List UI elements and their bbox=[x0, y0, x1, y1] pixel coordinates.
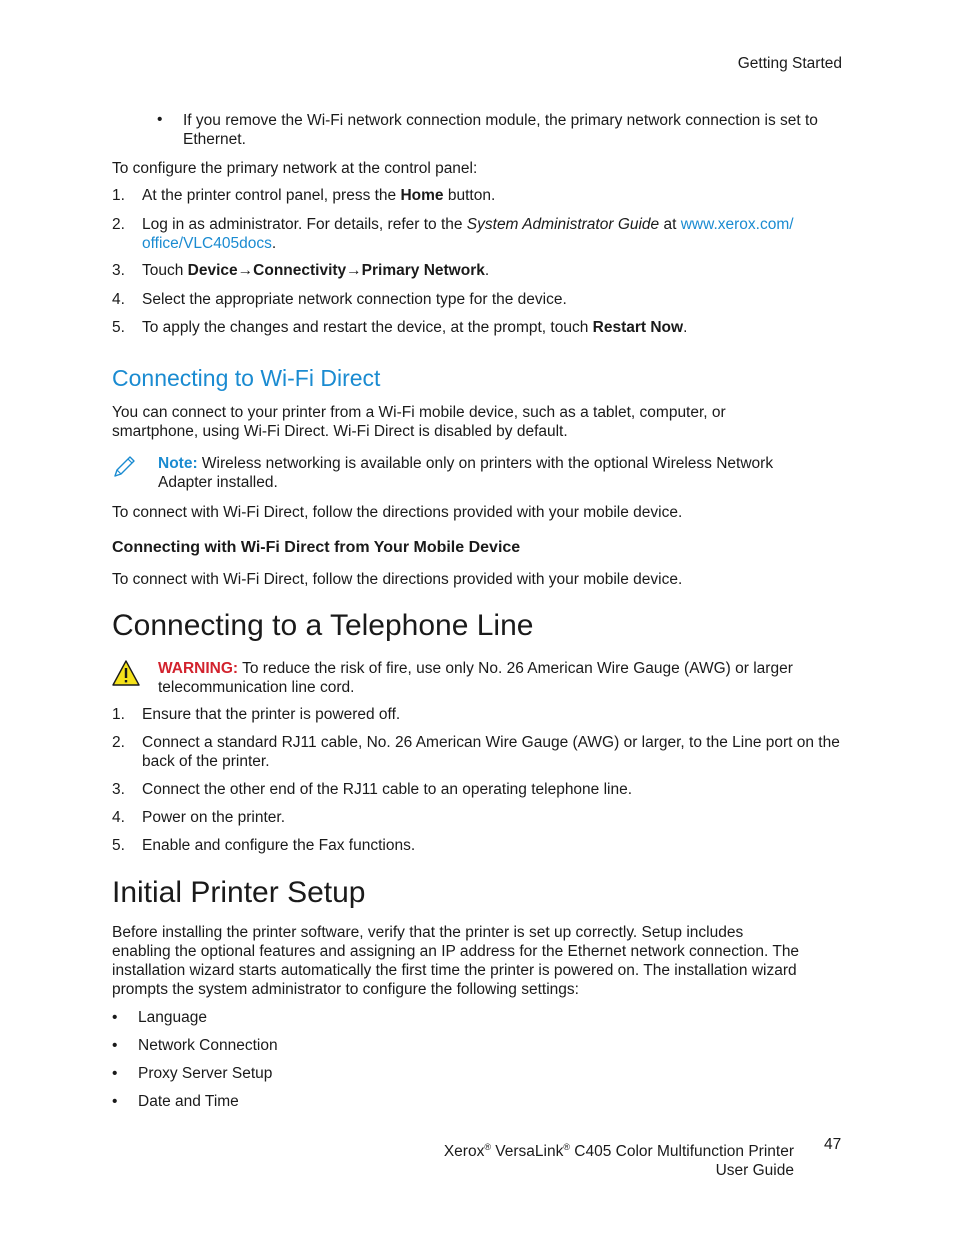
telephone-heading: Connecting to a Telephone Line bbox=[112, 609, 534, 642]
step-number: 5. bbox=[112, 319, 125, 336]
docs-link-part2[interactable]: office/VLC405docs bbox=[142, 234, 272, 252]
step-number: 5. bbox=[112, 837, 125, 854]
step-text: button. bbox=[443, 187, 496, 204]
guide-title: System Administrator Guide bbox=[466, 216, 660, 233]
bullet-dot: • bbox=[112, 1065, 118, 1082]
list-item-label: Date and Time bbox=[138, 1093, 239, 1110]
pencil-icon bbox=[112, 454, 136, 485]
intro-bullet bbox=[157, 111, 847, 149]
step-number: 3. bbox=[112, 262, 125, 279]
config-step-5 bbox=[112, 319, 847, 338]
config-step-2 bbox=[112, 216, 847, 253]
footer-text: VersaLink bbox=[490, 1143, 564, 1161]
telephone-step bbox=[112, 706, 847, 725]
list-item bbox=[112, 1037, 278, 1055]
arrow-icon: → bbox=[237, 262, 254, 279]
warning-triangle-icon bbox=[112, 659, 140, 692]
configure-intro: To configure the primary network at the control panel: bbox=[112, 160, 478, 177]
intro-bullet-text: If you remove the Wi-Fi network connection module, the primary network connection is set to Ethernet. bbox=[183, 112, 818, 148]
telephone-step bbox=[112, 837, 847, 856]
para-line: Before installing the printer software, verify that the printer is set up correctly. Setup includes bbox=[112, 924, 744, 941]
bullet-dot: • bbox=[112, 1093, 118, 1110]
para-line: smartphone, using Wi-Fi Direct. Wi-Fi Direct is disabled by default. bbox=[112, 423, 568, 440]
config-step-3 bbox=[112, 262, 847, 281]
page-number: 47 bbox=[824, 1136, 842, 1153]
setup-heading: Initial Printer Setup bbox=[112, 876, 366, 909]
wifi-direct-heading: Connecting to Wi-Fi Direct bbox=[112, 365, 381, 391]
primary-network-label: Primary Network bbox=[361, 262, 485, 279]
warning-text: telecommunication line cord. bbox=[158, 679, 355, 696]
list-item bbox=[112, 1009, 207, 1027]
step-text: Connect the other end of the RJ11 cable to an operating telephone line. bbox=[142, 781, 633, 798]
footer-text: User Guide bbox=[715, 1162, 794, 1180]
list-item bbox=[112, 1093, 239, 1111]
note-label: Note: bbox=[158, 455, 198, 472]
step-number: 1. bbox=[112, 187, 125, 204]
para-line: enabling the optional features and assigning an IP address for the Ethernet network connection. The bbox=[112, 943, 800, 960]
warning-label: WARNING: bbox=[158, 660, 239, 677]
list-item-label: Proxy Server Setup bbox=[138, 1065, 273, 1082]
wifi-direct-para1 bbox=[112, 403, 847, 441]
telephone-step bbox=[112, 781, 847, 800]
step-text: At the printer control panel, press the bbox=[142, 187, 401, 204]
arrow-icon: → bbox=[346, 262, 362, 279]
note-text: Adapter installed. bbox=[158, 474, 278, 491]
step-text: . bbox=[271, 234, 277, 252]
config-step-4 bbox=[112, 291, 847, 310]
bullet-dot: • bbox=[112, 1037, 118, 1054]
warning-text: To reduce the risk of fire, use only No. 26 American Wire Gauge (AWG) or larger bbox=[238, 660, 793, 677]
wifi-direct-para3: To connect with Wi-Fi Direct, follow the directions provided with your mobile device. bbox=[112, 571, 683, 588]
note-callout bbox=[112, 454, 847, 492]
registered-mark: ® bbox=[563, 1142, 570, 1152]
step-number: 4. bbox=[112, 809, 125, 826]
step-number: 2. bbox=[112, 216, 125, 233]
footer-text: Xerox bbox=[443, 1143, 485, 1161]
step-text: To apply the changes and restart the device, at the prompt, touch bbox=[142, 319, 593, 336]
para-line: You can connect to your printer from a Wi-Fi mobile device, such as a tablet, computer, or bbox=[112, 404, 726, 421]
wifi-direct-para2: To connect with Wi-Fi Direct, follow the directions provided with your mobile device. bbox=[112, 504, 683, 521]
list-item bbox=[112, 1065, 272, 1083]
warning-callout bbox=[112, 659, 847, 697]
bullet-dot: • bbox=[157, 111, 163, 128]
wifi-direct-subheading: Connecting with Wi-Fi Direct from Your Mobile Device bbox=[112, 539, 521, 556]
step-text: Touch bbox=[142, 262, 188, 279]
bullet-dot: • bbox=[112, 1009, 118, 1026]
step-text: Log in as administrator. For details, refer to the bbox=[142, 216, 467, 233]
step-text: . bbox=[683, 319, 688, 336]
step-text: Select the appropriate network connection type for the device. bbox=[142, 291, 567, 308]
setup-para bbox=[112, 923, 847, 999]
step-text: Power on the printer. bbox=[142, 809, 286, 826]
connectivity-label: Connectivity bbox=[253, 262, 347, 279]
step-number: 3. bbox=[112, 781, 125, 798]
step-number: 1. bbox=[112, 706, 125, 723]
config-step-1 bbox=[112, 187, 847, 206]
device-label: Device bbox=[187, 262, 238, 279]
step-text: Enable and configure the Fax functions. bbox=[142, 837, 416, 854]
home-label: Home bbox=[400, 187, 444, 204]
step-text: at bbox=[659, 216, 681, 233]
para-line: installation wizard starts automatically the first time the printer is powered on. The installation wizard bbox=[112, 962, 797, 979]
telephone-step bbox=[112, 809, 847, 828]
list-item-label: Network Connection bbox=[138, 1037, 278, 1054]
footer-product bbox=[444, 1138, 794, 1180]
step-text: Connect a standard RJ11 cable, No. 26 American Wire Gauge (AWG) or larger, to the Line port on the back of the printer. bbox=[142, 734, 840, 770]
step-number: 4. bbox=[112, 291, 125, 308]
running-header: Getting Started bbox=[737, 55, 842, 72]
para-line: prompts the system administrator to configure the following settings: bbox=[112, 981, 579, 998]
note-text: Wireless networking is available only on printers with the optional Wireless Network bbox=[197, 455, 774, 472]
step-number: 2. bbox=[112, 734, 125, 751]
registered-mark: ® bbox=[484, 1142, 491, 1152]
telephone-step bbox=[112, 734, 847, 771]
docs-link-part1[interactable]: www.xerox.com/ bbox=[680, 216, 794, 233]
list-item-label: Language bbox=[138, 1009, 207, 1026]
step-text: Ensure that the printer is powered off. bbox=[142, 706, 401, 723]
restart-now-label: Restart Now bbox=[592, 319, 684, 336]
step-text: . bbox=[484, 262, 490, 279]
footer-text: C405 Color Multifunction Printer bbox=[570, 1143, 794, 1161]
